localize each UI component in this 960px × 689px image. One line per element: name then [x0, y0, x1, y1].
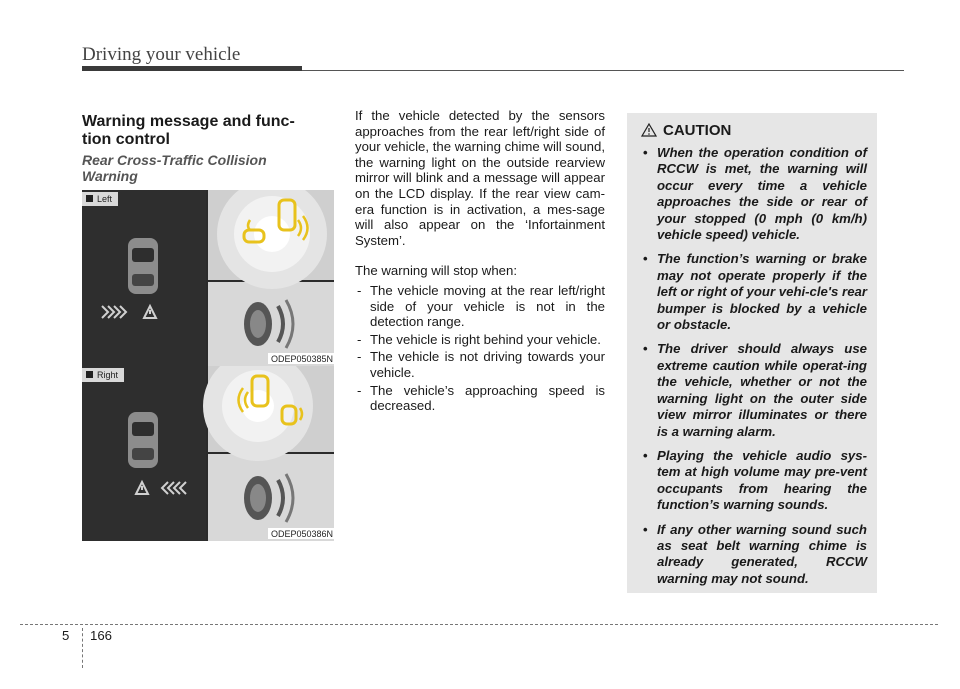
caution-item: • If any other warning sound such as seat belt warning chime is already generated, RCCW warning may not sound. — [643, 521, 867, 586]
warning-triangle-icon — [641, 123, 657, 137]
figure-right-illustration — [82, 366, 334, 541]
list-item: - The vehicle moving at the rear left/right side of your vehicle is not in the detection range. — [357, 282, 605, 330]
figure-left — [82, 190, 334, 366]
caution-item: • When the operation condition of RCCW is met, the warning will occur every time a vehicle approaches the side or rear of your stopped (0 mph (0 km/h) vehicle speed) vehicle. — [643, 145, 867, 243]
car-icon — [128, 412, 158, 468]
footer-rule — [20, 624, 938, 625]
section-number: 5 — [62, 628, 70, 643]
stop-intro: The warning will stop when: — [355, 263, 517, 279]
figure-right-code: ODEP050386N — [268, 528, 334, 539]
caution-header — [641, 119, 867, 141]
caution-item: • The function’s warning or brake may not operate properly if the left or right of your vehi-cle's rear bumper is blocked by a vehicle or obstacle. — [643, 251, 867, 333]
caution-item: • The driver should always use extreme caution while operat-ing the vehicle, whether or not the warning light on the outer side view mirror illuminates or there is a warning alarm. — [643, 341, 867, 439]
body-text — [355, 108, 605, 414]
header-bar — [82, 66, 302, 71]
caution-item: • Playing the vehicle audio sys-tem at high volume may pre-vent occupants from hearing the function’s warning sounds. — [643, 447, 867, 513]
car-icon — [128, 238, 158, 294]
caution-box — [627, 113, 877, 593]
figure-left-illustration — [82, 190, 334, 366]
figure-left-tag: Left — [82, 192, 118, 206]
page-number: 166 — [90, 628, 113, 643]
header-rule — [302, 70, 904, 71]
section-title: Warning message and func- tion control — [82, 113, 295, 148]
list-item: - The vehicle is not driving towards your vehicle. — [357, 349, 605, 380]
figure-right-tag: Right — [82, 368, 124, 382]
body-paragraph: If the vehicle detected by the sensors approaches from the rear left/right side of your vehicle, the warning chime will sound, the warning light on the outside rearview mirror will blink and a message will appear on the LCD display. If the rear view cam-era function is in activation, a mes-sage will also appear on the ‘Infortainment System’. — [355, 108, 605, 248]
figure-left-code: ODEP050385N — [268, 353, 334, 364]
section-subtitle: Rear Cross-Traffic Collision Warning — [82, 152, 267, 184]
list-item: - The vehicle is right behind your vehicle. — [357, 331, 601, 347]
footer-divider — [82, 628, 83, 668]
list-item: - The vehicle’s approaching speed is decreased. — [357, 382, 605, 414]
figure-right — [82, 366, 334, 541]
header-title: Driving your vehicle — [82, 44, 241, 65]
caution-title: CAUTION — [663, 121, 732, 139]
